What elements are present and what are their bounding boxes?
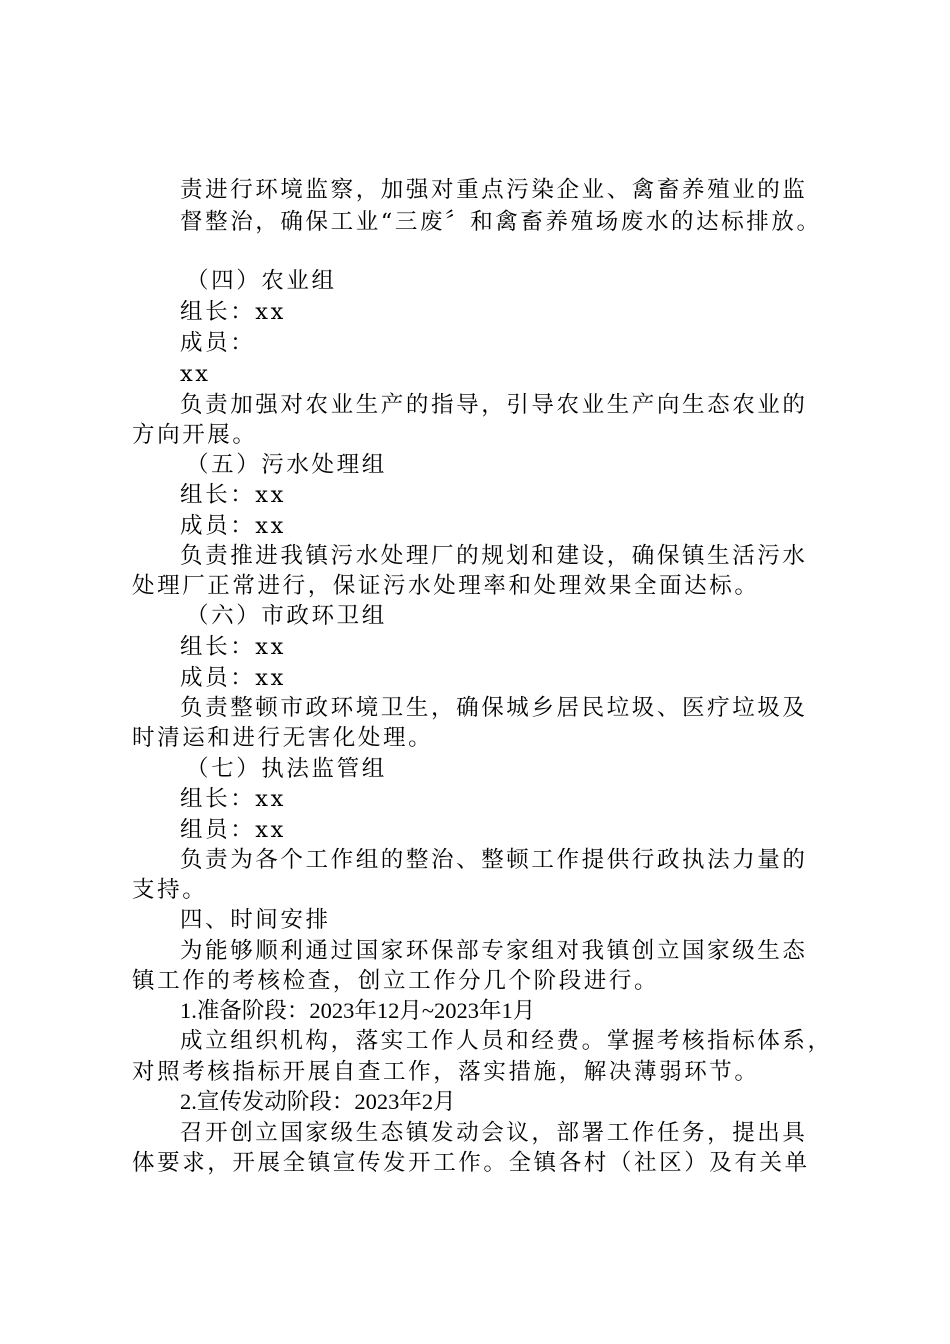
group-members: 成员：xx [180, 665, 286, 691]
text-line: 方向开展。 [132, 422, 258, 448]
text-line: 负责推进我镇污水处理厂的规划和建设，确保镇生活污水 [180, 543, 808, 569]
group-leader: 组长：xx [180, 634, 286, 660]
text-line: 体要求，开展全镇宣传发开工作。全镇各村（社区）及有关单 [132, 1150, 810, 1176]
group-leader: 组长：xx [180, 482, 286, 508]
section-heading: （六）市政环卫组 [186, 603, 387, 629]
stage-heading: 1.准备阶段：2023年12月~2023年1月 [180, 998, 536, 1023]
stage-heading: 2.宣传发动阶段：2023年2月 [180, 1089, 456, 1114]
group-members: 组员：xx [180, 817, 286, 843]
text-line: 对照考核指标开展自查工作，落实措施，解决薄弱环节。 [132, 1059, 760, 1085]
chapter-heading: 四、时间安排 [180, 907, 331, 933]
group-leader: 组长：xx [180, 299, 286, 325]
text-line: 责进行环境监察，加强对重点污染企业、禽畜养殖业的监 [180, 177, 808, 203]
section-heading: （四）农业组 [186, 268, 337, 294]
text-line: 召开创立国家级生态镇发动会议，部署工作任务，提出具 [180, 1120, 808, 1146]
text-line: 镇工作的考核检查，创立工作分几个阶段进行。 [132, 968, 660, 994]
group-members: 成员：xx [180, 513, 286, 539]
section-heading: （七）执法监管组 [186, 756, 387, 782]
text-line: 督整治，确保工业“三废〞和禽畜养殖场废水的达标排放。 [180, 209, 822, 235]
text-line: 成立组织机构，落实工作人员和经费。掌握考核指标体系， [180, 1028, 833, 1054]
group-members-label: 成员： [180, 330, 256, 356]
text-line: 时清运和进行无害化处理。 [132, 725, 434, 751]
text-line: 负责加强对农业生产的指导，引导农业生产向生态农业的 [180, 392, 808, 418]
group-leader: 组长：xx [180, 786, 286, 812]
text-line: 支持。 [132, 877, 208, 903]
text-line: 为能够顺利通过国家环保部专家组对我镇创立国家级生态 [180, 938, 808, 964]
text-line: 负责为各个工作组的整治、整顿工作提供行政执法力量的 [180, 847, 808, 873]
text-line: 处理厂正常进行，保证污水处理率和处理效果全面达标。 [132, 573, 760, 599]
group-members-value: xx [180, 361, 211, 387]
section-heading: （五）污水处理组 [186, 452, 387, 478]
text-line: 负责整顿市政环境卫生，确保城乡居民垃圾、医疗垃圾及 [180, 695, 808, 721]
